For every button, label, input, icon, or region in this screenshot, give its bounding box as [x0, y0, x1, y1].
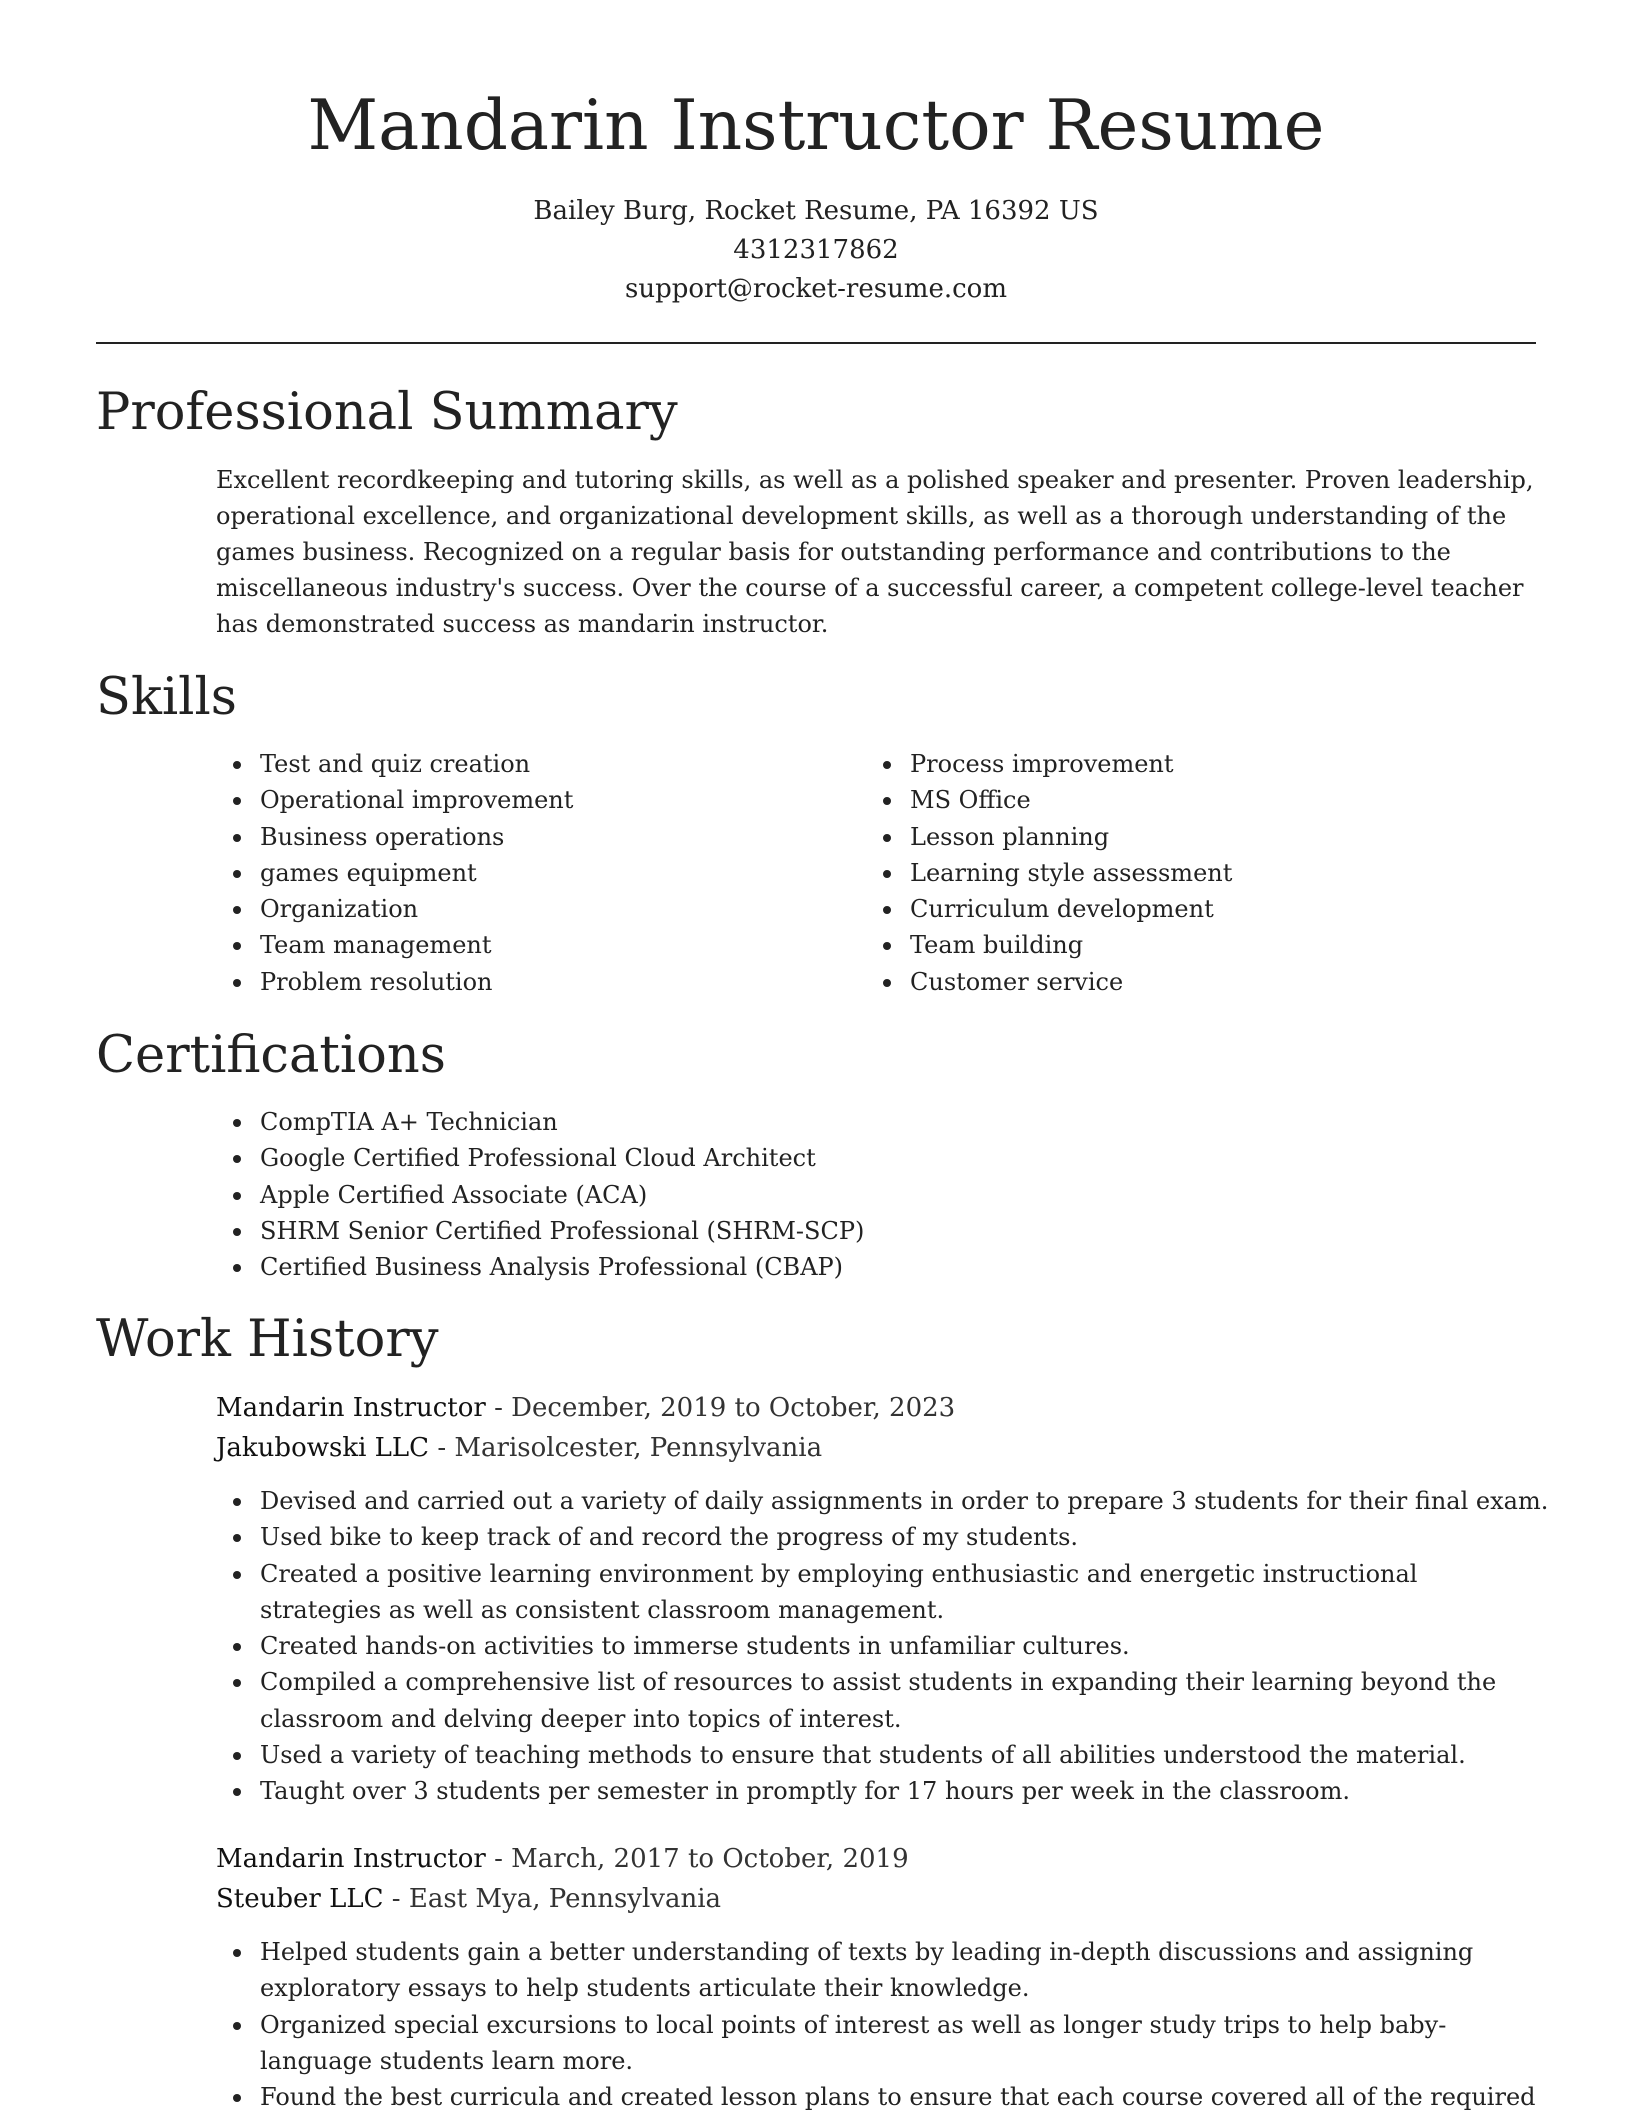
job-bullet: Helped students gain a better understanding of texts by leading in-depth discussions and assigning exploratory essays to help students articulate their knowledge.: [216, 1934, 1536, 2007]
job-bullet: Found the best curricula and created lesson plans to ensure that each course covered all of the required: [216, 2079, 1536, 2115]
job-bullet: Compiled a comprehensive list of resources to assist students in expanding their learning beyond the classroom and delving deeper into topics of interest.: [216, 1664, 1536, 1737]
skill-item: Learning style assessment: [866, 855, 1466, 891]
skill-item: games equipment: [216, 855, 816, 891]
skill-item: Organization: [216, 891, 816, 927]
skill-item: Problem resolution: [216, 964, 816, 1000]
job-bullet: Created a positive learning environment by employing enthusiastic and energetic instructional strategies as well as consistent classroom management.: [216, 1556, 1536, 1629]
skills-list-right: [866, 746, 1466, 1000]
work-history-heading: Work History: [96, 1310, 439, 1369]
job-location: - East Mya, Pennsylvania: [383, 1884, 722, 1914]
job-dates: - March, 2017 to October, 2019: [485, 1844, 909, 1874]
job-role: Mandarin Instructor: [216, 1393, 486, 1423]
skill-item: Team building: [866, 927, 1466, 963]
skill-item: Lesson planning: [866, 819, 1466, 855]
contact-block: [0, 192, 1632, 309]
job-title-line: [216, 1839, 909, 1879]
contact-phone: 4312317862: [733, 235, 899, 265]
skill-item: Operational improvement: [216, 782, 816, 818]
job-bullet: Devised and carried out a variety of daily assignments in order to prepare 3 students for their final exam.: [216, 1483, 1536, 1519]
certification-item: SHRM Senior Certified Professional (SHRM-SCP): [216, 1213, 1536, 1249]
skill-item: MS Office: [866, 782, 1466, 818]
job-bullet: Organized special excursions to local points of interest as well as longer study trips to help baby-language students learn more.: [216, 2007, 1536, 2080]
job-bullet: Taught over 3 students per semester in promptly for 17 hours per week in the classroom.: [216, 1773, 1536, 1809]
skills-list-left: [216, 746, 816, 1000]
contact-email: support@rocket-resume.com: [624, 274, 1007, 304]
job-company-line: [216, 1879, 721, 1919]
certification-item: CompTIA A+ Technician: [216, 1104, 1536, 1140]
skill-item: Team management: [216, 927, 816, 963]
job-bullets: [216, 1934, 1536, 2115]
skills-heading: Skills: [96, 668, 237, 727]
job-company-line: [216, 1428, 822, 1468]
skill-item: Test and quiz creation: [216, 746, 816, 782]
contact-address: Bailey Burg, Rocket Resume, PA 16392 US: [533, 196, 1099, 226]
summary-text: Excellent recordkeeping and tutoring skills, as well as a polished speaker and presenter. Proven leadership, operational excellence, and organizational development skills, as well as a thorough understanding of the games business. Recognized on a regular basis for outstanding performance and contributions to the miscellaneous industry's success. Over the course of a successful career, a competent college-level teacher has demonstrated success as mandarin instructor.: [216, 466, 1534, 638]
certification-item: Google Certified Professional Cloud Architect: [216, 1140, 1536, 1176]
job-bullet: Used a variety of teaching methods to ensure that students of all abilities understood the material.: [216, 1737, 1536, 1773]
job-company: Steuber LLC: [216, 1884, 384, 1914]
job-bullets: [216, 1483, 1549, 1810]
job-bullet: Used bike to keep track of and record the progress of my students.: [216, 1519, 1536, 1555]
header-divider: [96, 342, 1536, 344]
resume-title: Mandarin Instructor Resume: [307, 86, 1325, 166]
job-bullet: Created hands-on activities to immerse students in unfamiliar cultures.: [216, 1628, 1536, 1664]
job-role: Mandarin Instructor: [216, 1844, 486, 1874]
summary-heading: Professional Summary: [96, 383, 678, 442]
job-company: Jakubowski LLC: [216, 1433, 430, 1463]
skill-item: Process improvement: [866, 746, 1466, 782]
job-title-line: [216, 1388, 955, 1428]
certifications-list: [216, 1104, 1536, 1285]
certification-item: Certified Business Analysis Professional (CBAP): [216, 1249, 1536, 1285]
certifications-heading: Certifications: [96, 1026, 446, 1085]
job-dates: - December, 2019 to October, 2023: [485, 1393, 956, 1423]
skill-item: Business operations: [216, 819, 816, 855]
job-location: - Marisolcester, Pennsylvania: [429, 1433, 823, 1463]
skill-item: Curriculum development: [866, 891, 1466, 927]
certification-item: Apple Certified Associate (ACA): [216, 1177, 1536, 1213]
skill-item: Customer service: [866, 964, 1466, 1000]
